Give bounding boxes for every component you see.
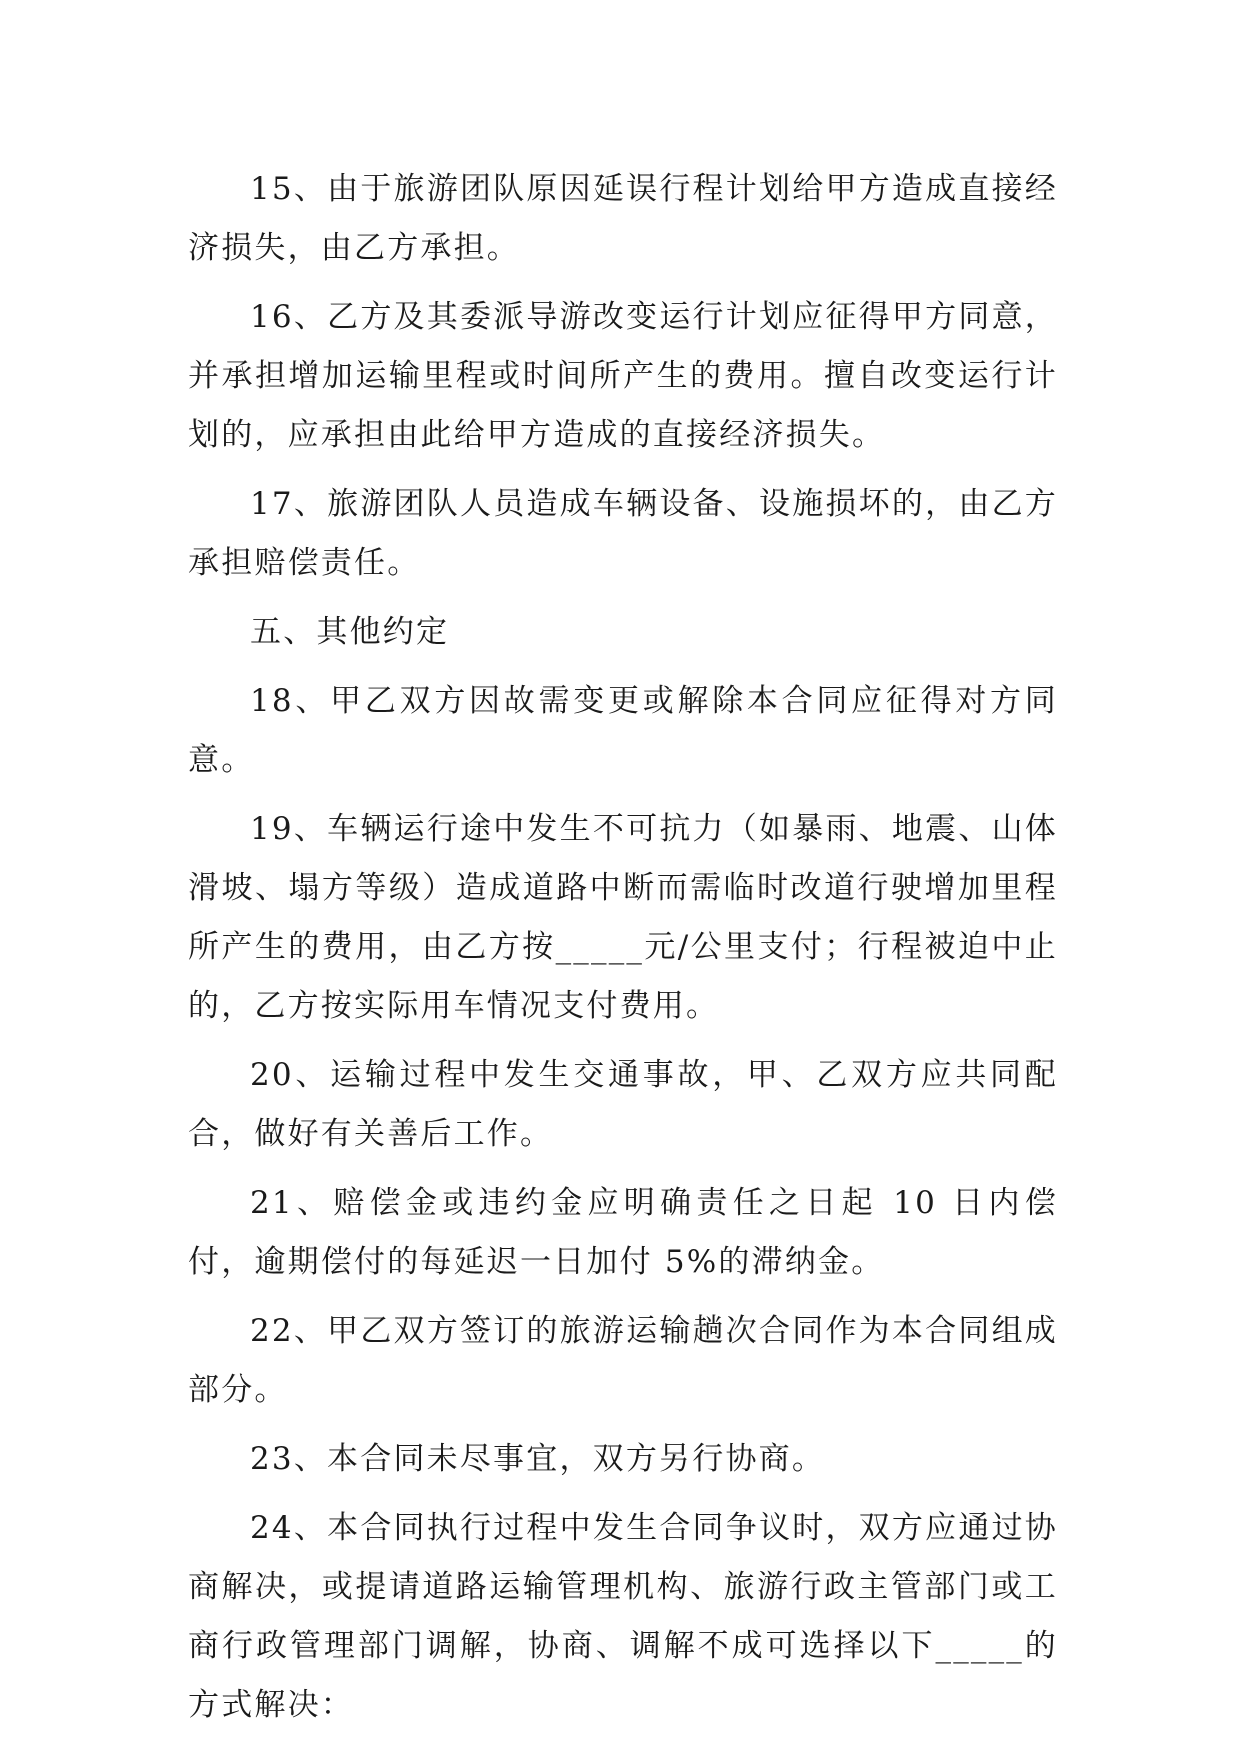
clause-18: 18、甲乙双方因故需变更或解除本合同应征得对方同意。: [188, 683, 1058, 778]
document-body: [188, 160, 1058, 1735]
clause-22: 22、甲乙双方签订的旅游运输趟次合同作为本合同组成部分。: [188, 1313, 1058, 1408]
clause-15: 15、由于旅游团队原因延误行程计划给甲方造成直接经济损失，由乙方承担。: [188, 171, 1058, 266]
clause-17: 17、旅游团队人员造成车辆设备、设施损坏的，由乙方承担赔偿责任。: [188, 486, 1058, 581]
clause-23: 23、本合同未尽事宜，双方另行协商。: [250, 1441, 826, 1477]
clause-24: 24、本合同执行过程中发生合同争议时，双方应通过协商解决，或提请道路运输管理机构、旅游行政主管部门或工商行政管理部门调解，协商、调解不成可选择以下_____的方式解决：: [188, 1510, 1058, 1723]
section-heading-other-agreements: 五、其他约定: [250, 614, 450, 650]
clause-21: 21、赔偿金或违约金应明确责任之日起 10 日内偿付，逾期偿付的每延迟一日加付 5%的滞纳金。: [188, 1185, 1058, 1280]
clause-20: 20、运输过程中发生交通事故，甲、乙双方应共同配合，做好有关善后工作。: [188, 1057, 1058, 1152]
clause-16: 16、乙方及其委派导游改变运行计划应征得甲方同意，并承担增加运输里程或时间所产生的费用。擅自改变运行计划的，应承担由此给甲方造成的直接经济损失。: [188, 299, 1058, 453]
clause-19: 19、车辆运行途中发生不可抗力（如暴雨、地震、山体滑坡、塌方等级）造成道路中断而需临时改道行驶增加里程所产生的费用，由乙方按_____元/公里支付；行程被迫中止的，乙方按实际用车情况支付费用。: [188, 811, 1058, 1024]
